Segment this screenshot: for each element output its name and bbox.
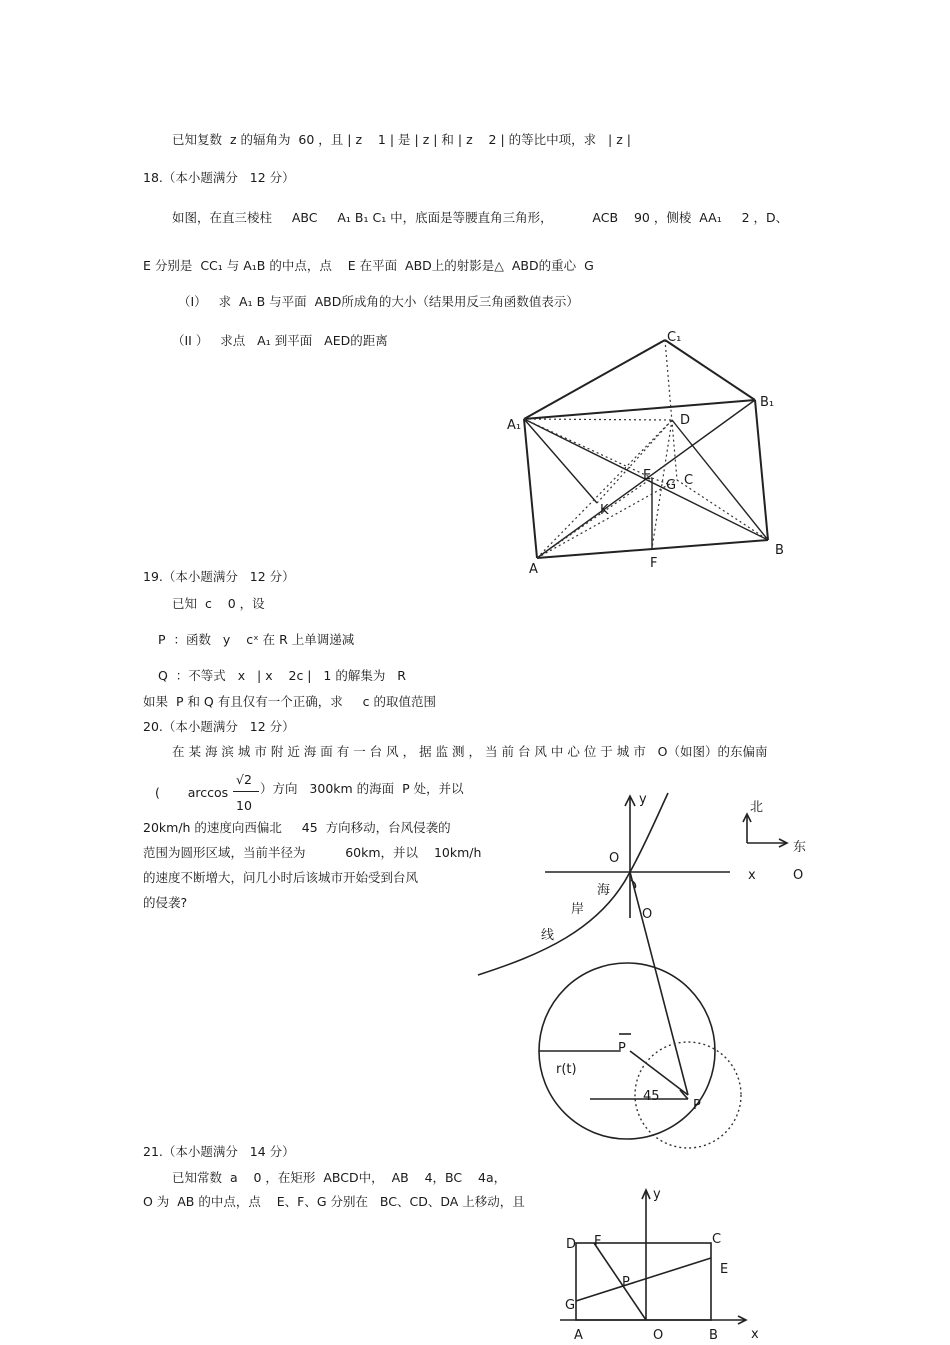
p18-q2: （II ） 求点 A₁ 到平面 AED的距离	[172, 333, 388, 348]
label-o: O	[653, 1328, 664, 1343]
label-g: G	[565, 1298, 576, 1313]
label-p: P	[622, 1275, 630, 1290]
p17-line1: 已知复数 z 的辐角为 60 ，且 | z 1 | 是 | z | 和 | z 2 | 的等比中项，求 | z |	[172, 132, 631, 147]
label-p: P	[693, 1098, 701, 1113]
p20-line2-post: ）方向 300km 的海面 P 处，并以	[260, 781, 464, 796]
label-hai: 海	[597, 883, 611, 898]
label-p-bar: P	[618, 1041, 626, 1056]
label-c: C	[712, 1232, 722, 1247]
p20-denominator: 10	[236, 798, 252, 813]
label-k: K	[600, 503, 609, 518]
p20-line6: 的侵袭?	[143, 895, 188, 910]
label-b1: B₁	[760, 395, 775, 410]
p21-line1: 已知常数 a 0 ，在矩形 ABCD中， AB 4，BC 4a，	[172, 1170, 507, 1185]
typhoon-figure	[470, 785, 820, 1150]
label-y-axis: y	[639, 792, 647, 807]
p20-line3: 20km/h 的速度向西偏北 45 方向移动，台风侵袭的	[143, 820, 451, 835]
label-c: C	[684, 473, 694, 488]
label-e: E	[720, 1262, 729, 1277]
p19-line4: 如果 P 和 Q 有且仅有一个正确，求 c 的取值范围	[143, 694, 436, 709]
label-c1: C₁	[667, 330, 682, 345]
fraction-bar	[233, 791, 259, 792]
label-d: D	[566, 1237, 577, 1252]
label-east: 东	[793, 840, 807, 855]
label-d: D	[680, 413, 691, 428]
label-north: 北	[750, 800, 764, 815]
label-a: A	[529, 562, 538, 577]
label-f: F	[594, 1234, 602, 1249]
label-x-axis: x	[748, 868, 756, 883]
p18-line2: E 分别是 CC₁ 与 A₁B 的中点，点 E 在平面 ABD上的射影是△ ABD的重心 G	[143, 258, 594, 273]
rectangle-figure	[555, 1180, 775, 1345]
label-x-axis: x	[751, 1327, 759, 1342]
p20-line5: 的速度不断增大，问几小时后该城市开始受到台风	[143, 870, 419, 885]
p20-sqrt-numerator: √2	[236, 772, 252, 787]
p20-line4: 范围为圆形区域，当前半径为 60km，并以 10km/h	[143, 845, 482, 860]
p19-q-statement: Q ：不等式 x | x 2c | 1 的解集为 R	[158, 668, 406, 683]
prism-figure	[500, 325, 800, 585]
p21-header: 21.（本小题满分 14 分）	[143, 1144, 295, 1159]
label-xian: 线	[541, 928, 555, 943]
p19-p-statement: P ：函数 y cˣ 在 R 上单调递减	[158, 632, 355, 647]
p18-line1: 如图，在直三棱柱 ABC A₁ B₁ C₁ 中，底面是等腰直角三角形， ACB 90 ，侧棱 AA₁ 2 ，D、	[172, 210, 789, 225]
label-o-right: O	[793, 868, 804, 883]
label-b: B	[775, 543, 784, 558]
p20-header: 20.（本小题满分 12 分）	[143, 719, 295, 734]
p21-line2: O 为 AB 的中点，点 E、F、G 分别在 BC、CD、DA 上移动，且	[143, 1194, 525, 1209]
label-g: G	[666, 478, 677, 493]
p20-line2-pre: ( arccos	[155, 785, 229, 800]
p18-q1: （I） 求 A₁ B 与平面 ABD所成角的大小（结果用反三角函数值表示）	[178, 294, 579, 309]
p18-header: 18.（本小题满分 12 分）	[143, 170, 295, 185]
label-a1: A₁	[507, 418, 522, 433]
label-a: A	[574, 1328, 583, 1343]
p20-line1: 在 某 海 滨 城 市 附 近 海 面 有 一 台 风 ， 据 监 测 ， 当 前 台 风 中 心 位 于 城 市 O（如图）的东偏南	[172, 744, 768, 759]
label-y-axis: y	[653, 1187, 661, 1202]
label-o-origin: O	[609, 851, 620, 866]
label-an: 岸	[571, 902, 585, 917]
label-e: E	[643, 468, 652, 483]
label-angle-45: 45	[643, 1089, 660, 1104]
label-b: B	[709, 1328, 718, 1343]
p19-header: 19.（本小题满分 12 分）	[143, 569, 295, 584]
p19-line1: 已知 c 0 ，设	[172, 596, 265, 611]
label-o-below: O	[642, 907, 653, 922]
label-r-t: r(t)	[556, 1062, 577, 1077]
label-f: F	[650, 556, 658, 571]
